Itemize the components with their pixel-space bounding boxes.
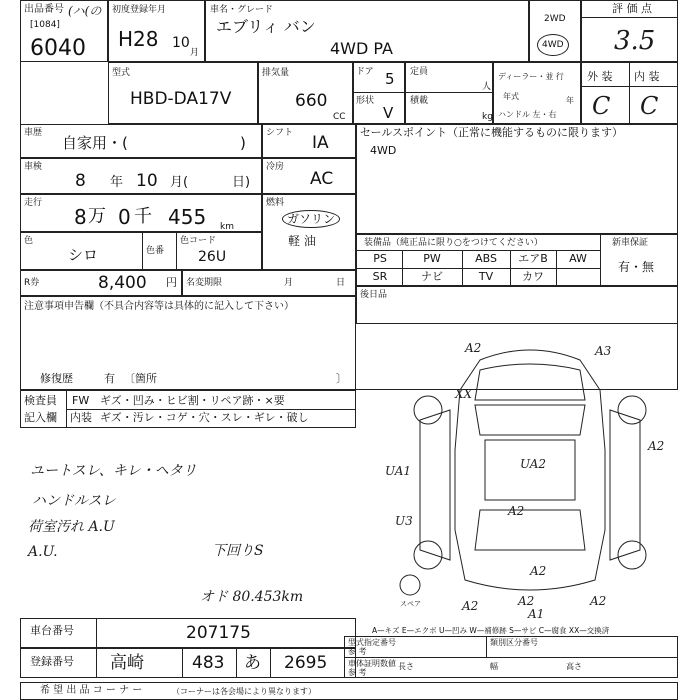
- height-label: 高さ: [566, 662, 582, 671]
- ref2-label: 参 考: [348, 668, 367, 677]
- color-code-label: 色番: [146, 246, 165, 256]
- mark-bumper-left-a2: A2: [462, 599, 479, 613]
- first-reg-label: 初度登録年月: [112, 5, 167, 15]
- drive-2wd: 2WD: [544, 14, 566, 24]
- score-value: 3.5: [614, 26, 656, 56]
- usage-value: 自家用・(: [62, 134, 128, 152]
- recycle-value: 8,400: [98, 273, 147, 293]
- mileage-v3: 455: [168, 205, 207, 229]
- equip-sr: SR: [372, 270, 388, 283]
- spare-label: スペア: [400, 600, 421, 608]
- fuel-gas: ガソリン: [282, 210, 340, 228]
- mark-roof-ua2: UA2: [520, 457, 547, 471]
- int-items: ギズ・汚レ・コゲ・穴・スレ・ギレ・破し: [100, 411, 309, 424]
- notes-label: 注意事項申告欄（不具合内容等は具体的に記入して下さい）: [24, 301, 294, 312]
- vehicle-damage-diagram: [380, 330, 680, 620]
- reg-place: 高崎: [110, 653, 144, 673]
- chassis-number: 207175: [186, 623, 251, 643]
- sales-point-label: セールスポイント（正常に機能するものに限ります）: [360, 126, 624, 139]
- mileage-u2: 千: [134, 206, 152, 227]
- doors-label: ドア: [356, 67, 374, 77]
- rear-window-outline: [475, 510, 585, 550]
- colorcode-label: 色コード: [180, 236, 217, 246]
- usage-box: [20, 124, 262, 158]
- inspector-label1: 検査員: [24, 394, 57, 407]
- hood-outline: [475, 364, 585, 400]
- mark-left-u3: U3: [395, 514, 413, 528]
- shape: V: [383, 104, 394, 122]
- load-label: 積載: [410, 96, 429, 106]
- wheel-front-right: [618, 396, 646, 424]
- mark-bumper-right-a2: A2: [590, 594, 607, 608]
- later-label: 後日品: [360, 290, 388, 300]
- ac-value: AC: [310, 169, 334, 189]
- year-unit: 年: [566, 96, 574, 105]
- drive-4wd: 4WD: [537, 34, 569, 56]
- reg-month-unit: 月: [190, 48, 200, 58]
- wheel-rear-left: [414, 541, 442, 569]
- color-value: シロ: [68, 246, 99, 264]
- sales-point-value: 4WD: [370, 144, 397, 157]
- fw-label: FW: [72, 394, 90, 407]
- recycle-unit: 円: [166, 276, 177, 289]
- ref-label: 参 考: [348, 647, 367, 656]
- reg-era-year: H28: [118, 27, 159, 51]
- reg-month: 10: [172, 35, 190, 51]
- repair-close: 〕: [336, 372, 347, 385]
- equip-pw: PW: [423, 252, 441, 265]
- class-number-label: 類別区分番号: [490, 638, 538, 647]
- sales-point-box: [356, 124, 678, 234]
- right-side-outline: [610, 410, 640, 560]
- mark-bumper-a1: A1: [528, 607, 545, 620]
- repair-label: 修復歴: [40, 372, 73, 385]
- registration-label: 登録番号: [30, 655, 74, 668]
- comment-line5: 下回りS: [212, 543, 264, 559]
- later-box: [356, 286, 678, 324]
- footer-note: （コーナーは各会場により異なります）: [172, 687, 316, 696]
- shape-label: 形状: [356, 96, 375, 106]
- inspection-year-unit: 年: [110, 175, 124, 190]
- int-label: 内 装: [634, 70, 660, 83]
- newcar-label: 新車保証: [612, 238, 649, 248]
- cc-unit: CC: [333, 112, 346, 122]
- reg-class: 483: [192, 653, 225, 673]
- usage-close: ): [240, 134, 246, 152]
- mileage-v2: 0: [118, 205, 131, 229]
- chassis-label: 車台番号: [30, 624, 74, 637]
- inspection-day-unit: 日): [232, 175, 251, 190]
- model-code: HBD-DA17V: [130, 89, 232, 109]
- width-label: 幅: [490, 662, 498, 671]
- int-grade: C: [640, 92, 659, 120]
- equipment-label: 装備品（純正品に限り○をつけてください）: [364, 238, 543, 248]
- left-side-outline: [420, 410, 450, 560]
- score-label: 評 価 点: [612, 2, 652, 15]
- handle-label: ハンドル 左・右: [498, 110, 557, 119]
- model-label: 型式: [112, 68, 131, 78]
- newcar-value: 有・無: [618, 260, 655, 274]
- length-label: 長さ: [398, 662, 414, 671]
- colorcode: 26U: [198, 249, 227, 265]
- car-name-label: 車名・グレード: [210, 5, 274, 15]
- mark-bumper-a2: A2: [518, 594, 535, 608]
- wheel-front-left: [414, 396, 442, 424]
- doors: 5: [385, 70, 395, 88]
- equip-tv: TV: [478, 270, 494, 283]
- mark-left-ua1: UA1: [385, 464, 412, 478]
- equip-ps: PS: [373, 252, 387, 265]
- color-label: 色: [24, 236, 34, 246]
- mileage-v1: 8: [74, 205, 87, 229]
- repair-part: 〔箇所: [124, 372, 157, 385]
- comment-line4: A.U.: [28, 544, 58, 560]
- equip-abs: ABS: [475, 252, 497, 265]
- inspection-year: 8: [75, 171, 86, 191]
- mark-right-a2: A2: [648, 439, 665, 453]
- nameplate-month: 月: [284, 278, 294, 288]
- comment-line2: ハンドルスレ: [32, 493, 116, 509]
- inspection-month-unit: 月(: [170, 175, 189, 190]
- lot-label: 出品番号: [24, 4, 64, 15]
- capacity-label: 定員: [410, 67, 429, 77]
- mark-tail-a2: A2: [530, 564, 547, 578]
- spare-tire: [400, 575, 420, 595]
- ac-label: 冷房: [266, 162, 285, 172]
- capacity-unit: 人: [482, 82, 492, 92]
- wheel-rear-right: [618, 541, 646, 569]
- comment-line6: オド 80.453km: [200, 589, 304, 605]
- lot-code: [1084]: [30, 20, 60, 30]
- mark-fender-xx: XX: [455, 387, 473, 401]
- footer-label: 希 望 出 品 コ ー ナ ー: [40, 685, 143, 696]
- year-label: 年式: [503, 92, 519, 101]
- mark-rear-a2: A2: [508, 504, 525, 518]
- equip-navi: ナビ: [421, 270, 443, 283]
- reg-kana: あ: [244, 653, 261, 673]
- inspector-label2: 記入欄: [24, 411, 57, 424]
- ext-label: 外 装: [587, 70, 613, 83]
- shift-label: シフト: [266, 128, 294, 138]
- nameplate-day: 日: [336, 278, 346, 288]
- disp-label: 排気量: [262, 68, 290, 78]
- usage-label: 車歴: [24, 128, 43, 138]
- inspection-label: 車検: [24, 162, 43, 172]
- windshield-outline: [475, 405, 585, 435]
- comment-line1: ユートスレ、キレ・ヘタリ: [30, 463, 197, 479]
- equip-airbag: エアB: [518, 252, 548, 265]
- lot-number: 6040: [30, 36, 86, 61]
- recycle-label: R券: [24, 278, 40, 288]
- mark-front-a2: A2: [465, 341, 482, 355]
- car-name: エブリィ バン: [216, 17, 316, 36]
- mileage-label: 走行: [24, 198, 43, 208]
- displacement: 660: [295, 91, 328, 111]
- shift-value: IA: [312, 133, 329, 153]
- fuel-light: 軽 油: [288, 234, 316, 248]
- fuel-label: 燃料: [266, 198, 285, 208]
- mileage-unit: km: [220, 222, 234, 232]
- mileage-u1: 万: [88, 206, 106, 227]
- damage-legend: A—キズ E—エクボ U—凹み W—補修跡 S—サビ C—腐食 XX—交換済: [372, 626, 610, 635]
- fw-items: ギズ・凹み・ヒビ割・リペア跡・×要: [100, 394, 285, 407]
- ext-grade: C: [592, 92, 611, 120]
- mark-front-right-a3: A3: [595, 344, 612, 358]
- reg-number: 2695: [284, 653, 328, 673]
- lot-handwriting: (ハ(の: [68, 4, 102, 18]
- nameplate-label: 名変期限: [186, 278, 223, 288]
- load-unit: kg: [482, 112, 493, 122]
- dims-label: 車体証明数値: [348, 659, 396, 668]
- type-number-label: 型式指定番号: [348, 638, 396, 647]
- int-label: 内装: [70, 411, 92, 424]
- comment-line3: 荷室汚れ A.U: [28, 519, 115, 535]
- inspection-month: 10: [136, 171, 158, 191]
- repair-value: 有: [104, 372, 115, 385]
- car-grade: 4WD PA: [330, 39, 393, 58]
- dealer-label: ディーラー・並 行: [498, 72, 564, 81]
- equip-aw: AW: [569, 252, 587, 265]
- equip-leather: カワ: [522, 270, 544, 283]
